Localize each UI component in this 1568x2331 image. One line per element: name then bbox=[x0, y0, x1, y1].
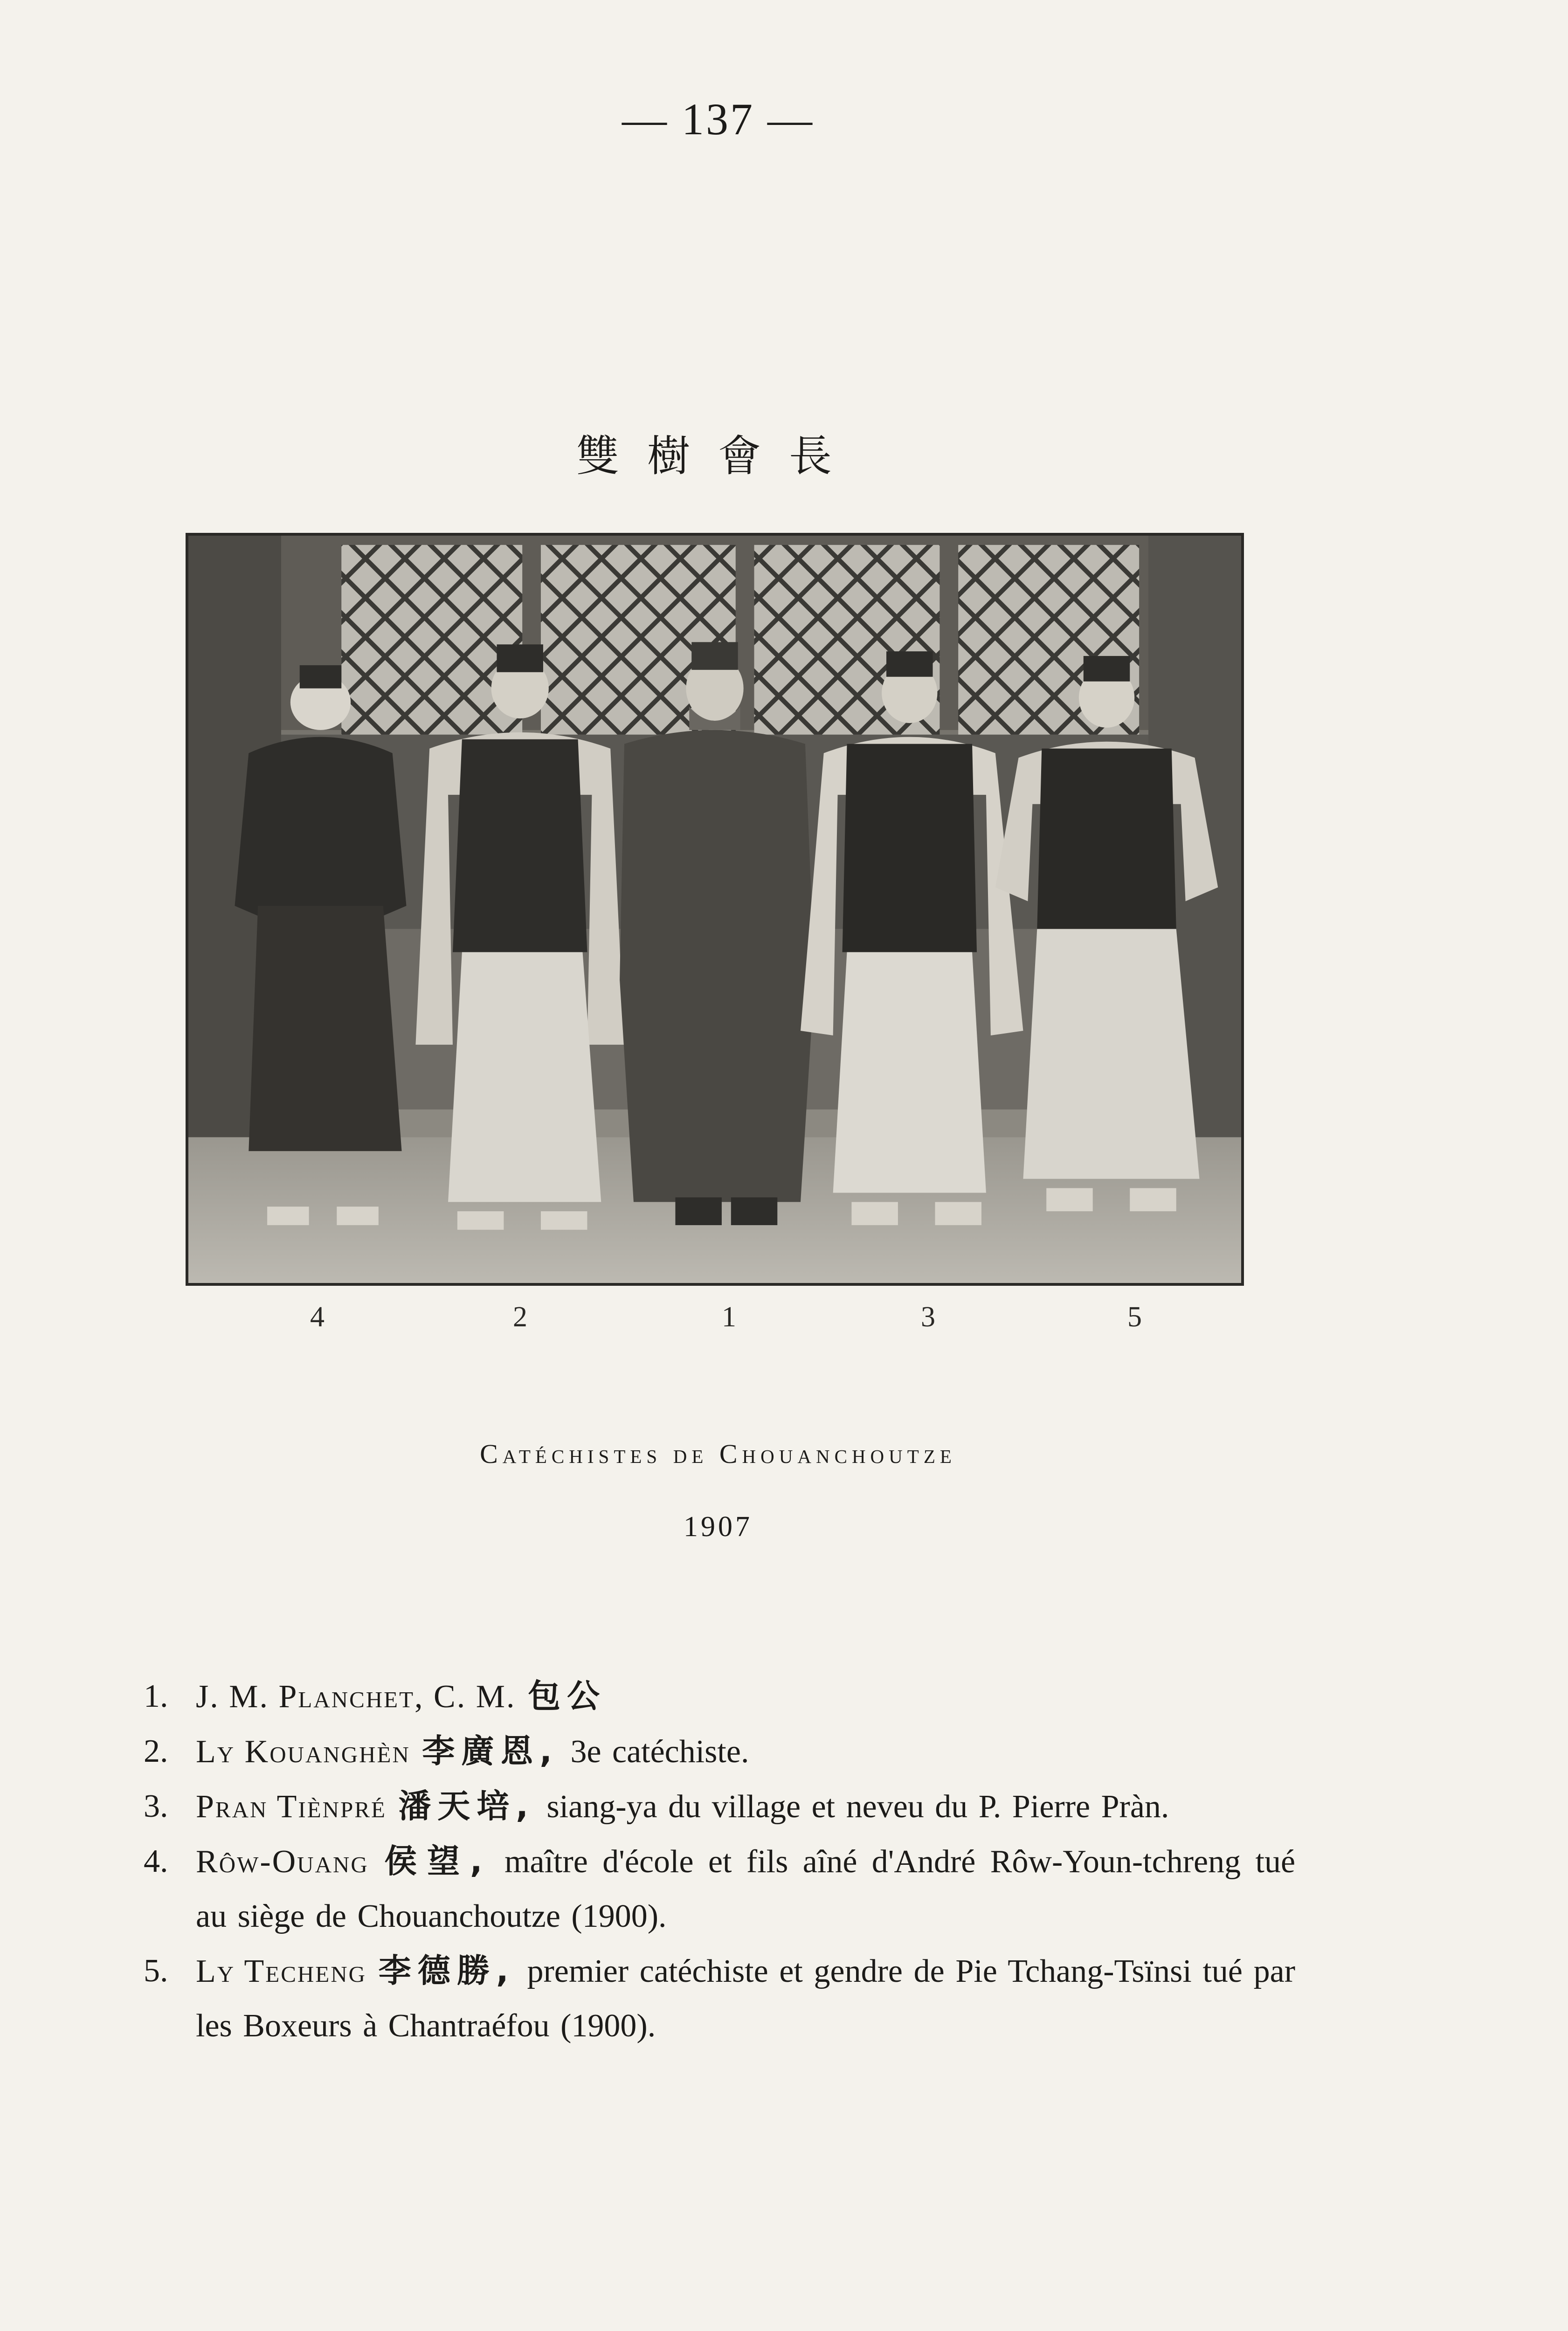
group-photograph bbox=[186, 533, 1244, 1286]
legend-chinese-name: 李廣恩, bbox=[422, 1732, 559, 1770]
legend-number: 3. bbox=[144, 1788, 168, 1824]
photo-number-5: 5 bbox=[1127, 1301, 1142, 1333]
legend-number: 1. bbox=[144, 1678, 168, 1714]
legend-description: premier catéchiste et gendre de Pie Tchang-Tsïnsi tué par les Boxeurs à Chantraéfou (1900). bbox=[196, 1953, 1296, 2044]
photo-number-3: 3 bbox=[921, 1301, 935, 1333]
photo-number-2: 2 bbox=[513, 1301, 527, 1333]
legend-item-4 bbox=[144, 1834, 1295, 1944]
legend-name: Ly Kouanghèn bbox=[196, 1734, 410, 1770]
legend-name: Pran Tiènpré bbox=[196, 1789, 387, 1825]
photograph-of-five-catechists bbox=[188, 536, 1241, 1283]
legend-name: Rôw-Ouang bbox=[196, 1844, 369, 1880]
legend-item-1 bbox=[144, 1669, 1295, 1724]
legend-item-3 bbox=[144, 1779, 1295, 1834]
legend-chinese-name: 潘天培, bbox=[398, 1787, 535, 1825]
photo-number-4: 4 bbox=[310, 1301, 325, 1333]
chinese-heading: 雙樹會長 bbox=[576, 431, 860, 481]
legend-description: maître d'école et fils aîné d'André Rôw-Youn-tchreng tué au siège de Chouanchoutze (1900). bbox=[196, 1844, 1296, 1934]
legend-number: 4. bbox=[144, 1843, 168, 1879]
photo-number-1: 1 bbox=[722, 1301, 736, 1333]
legend-chinese-name: 李德勝, bbox=[378, 1952, 515, 1990]
legend-number: 2. bbox=[144, 1733, 168, 1769]
legend-item-5 bbox=[144, 1944, 1295, 2053]
legend-description: 3e catéchiste. bbox=[570, 1734, 749, 1770]
legend-name: J. M. Planchet, C. M. bbox=[196, 1679, 516, 1715]
legend-name: Ly Techeng bbox=[196, 1953, 367, 1989]
photo-caption-title: Catéchistes de Chouanchoutze bbox=[480, 1439, 956, 1469]
legend-chinese-name: 包公 bbox=[527, 1677, 606, 1715]
photo-legend bbox=[144, 1669, 1295, 2053]
legend-chinese-name: 侯望, bbox=[384, 1842, 489, 1880]
photo-caption-year: 1907 bbox=[684, 1511, 753, 1543]
legend-number: 5. bbox=[144, 1953, 168, 1989]
legend-description: siang-ya du village et neveu du P. Pierre Pràn. bbox=[546, 1789, 1169, 1825]
legend-item-2 bbox=[144, 1724, 1295, 1779]
page-number: — 137 — bbox=[622, 94, 814, 144]
